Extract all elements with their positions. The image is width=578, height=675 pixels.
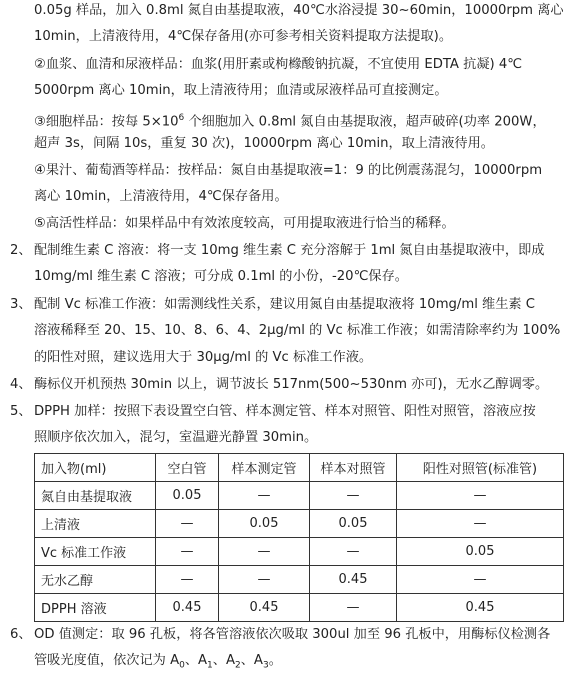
text-line — [34, 109, 546, 131]
text-line: 10mg/ml 维生素 C 溶液；可分成 0.1ml 的小份，-20℃保存。 — [34, 269, 408, 284]
list-item-5 — [10, 403, 536, 421]
table-row — [35, 482, 564, 510]
table-cell: — — [219, 566, 310, 594]
text-span: 、A — [212, 653, 235, 668]
table-cell: — — [156, 566, 219, 594]
subscript: 1 — [207, 660, 213, 671]
text-span: 配制维生素 C 溶液：将一支 10mg 维生素 C 充分溶解于 1ml 氮自由基提取液中，即成 — [34, 243, 545, 258]
list-item-3 — [10, 296, 535, 314]
text-line: 的阳性对照，建议选用大于 30μg/ml 的 Vc 标准工作液。 — [34, 350, 373, 365]
text-line: 0.05g 样品，加入 0.8ml 氮自由基提取液，40℃水浴浸提 30~60min，10000rpm 离心 — [34, 3, 564, 18]
text-span: 、A — [240, 653, 263, 668]
list-number: 5、 — [10, 404, 32, 419]
text-span: 个细胞加入 0.8ml 氮自由基提取液，超声破碎(功率 200W， — [184, 114, 546, 130]
table-cell: — — [156, 538, 219, 566]
table-cell: 0.45 — [219, 594, 310, 622]
table-cell: 0.05 — [397, 538, 564, 566]
text-span: 管吸光度值，依次记为 A — [34, 653, 180, 668]
list-item-2 — [10, 242, 544, 260]
table-cell: — — [397, 510, 564, 538]
table-cell: DPPH 溶液 — [35, 594, 156, 622]
table-cell: — — [397, 566, 564, 594]
list-item-6 — [10, 626, 550, 644]
table-row — [35, 538, 564, 566]
text-span: 。 — [268, 653, 282, 668]
table-header: 阳性对照管(标准管) — [397, 454, 564, 482]
table-header-row — [35, 454, 564, 482]
table-cell: — — [310, 482, 397, 510]
table-row — [35, 510, 564, 538]
table-cell: — — [219, 482, 310, 510]
table-cell: — — [156, 510, 219, 538]
table-cell: 氮自由基提取液 — [35, 482, 156, 510]
table-header: 加入物(ml) — [35, 454, 156, 482]
table-cell: 0.45 — [310, 566, 397, 594]
table-cell: 上清液 — [35, 510, 156, 538]
text-line: 照顺序依次加入，混匀，室温避光静置 30min。 — [34, 430, 318, 445]
text-span: ③细胞样品：按每 5×10 — [34, 114, 179, 130]
text-line: 5000rpm 离心 10min，取上清液待用；血清或尿液样品可直接测定。 — [34, 83, 448, 98]
table-cell: — — [310, 538, 397, 566]
table-cell: 无水乙醇 — [35, 566, 156, 594]
table-cell: — — [219, 538, 310, 566]
text-span: DPPH 加样：按照下表设置空白管、样本测定管、样本对照管、阳性对照管，溶液应按 — [34, 404, 536, 419]
list-item-4 — [10, 376, 548, 394]
list-number: 2、 — [10, 243, 32, 258]
subscript: 0 — [179, 660, 185, 671]
table-cell: 0.05 — [310, 510, 397, 538]
list-number: 6、 — [10, 627, 32, 642]
text-line: ④果汁、葡萄酒等样品：按样品：氮自由基提取液=1：9 的比例震荡混匀，10000rpm — [34, 163, 543, 178]
table-cell: 0.05 — [156, 482, 219, 510]
list-number: 4、 — [10, 377, 32, 392]
text-span: 、A — [184, 653, 208, 668]
subscript: 3 — [262, 660, 269, 671]
superscript: 6 — [178, 113, 185, 123]
table-cell: 0.45 — [397, 594, 564, 622]
text-span: OD 值测定：取 96 孔板，将各管溶液依次吸取 300ul 加至 96 孔板中，用酶标仪检测各 — [34, 627, 551, 642]
text-line: 溶液稀释至 20、15、10、8、6、4、2μg/ml 的 Vc 标准工作液；如需清除率约为 100% — [34, 323, 561, 338]
text-line: ②血浆、血清和尿液样品：血浆(用肝素或枸橼酸钠抗凝，不宜使用 EDTA 抗凝) 4℃ — [34, 57, 523, 72]
text-span: 配制 Vc 标准工作液：如需测线性关系，建议用氮自由基提取液将 10mg/ml 维生素 C — [34, 297, 536, 312]
text-line: 10min，上清液待用，4℃保存备用(亦可参考相关资料提取方法提取)。 — [34, 29, 453, 44]
table-cell: — — [310, 594, 397, 622]
table-header: 空白管 — [156, 454, 219, 482]
text-line — [34, 652, 282, 675]
subscript: 2 — [235, 660, 241, 671]
sample-addition-table — [34, 453, 564, 622]
text-line: 超声 3s，间隔 10s，重复 30 次)，10000rpm 离心 10min，取上清液待用。 — [34, 136, 494, 151]
text-span: 酶标仪开机预热 30min 以上，调节波长 517nm(500~530nm 亦可)，无水乙醇调零。 — [34, 377, 549, 392]
table-row — [35, 566, 564, 594]
table-cell: — — [397, 482, 564, 510]
table-row — [35, 594, 564, 622]
table-cell: 0.45 — [156, 594, 219, 622]
table-header: 样本测定管 — [219, 454, 310, 482]
text-line: ⑤高活性样品：如果样品中有效浓度较高，可用提取液进行恰当的稀释。 — [34, 216, 455, 231]
table-header: 样本对照管 — [310, 454, 397, 482]
table-cell: 0.05 — [219, 510, 310, 538]
text-line: 离心 10min，上清液待用，4℃保存备用。 — [34, 189, 288, 204]
table-cell: Vc 标准工作液 — [35, 538, 156, 566]
list-number: 3、 — [10, 297, 32, 312]
